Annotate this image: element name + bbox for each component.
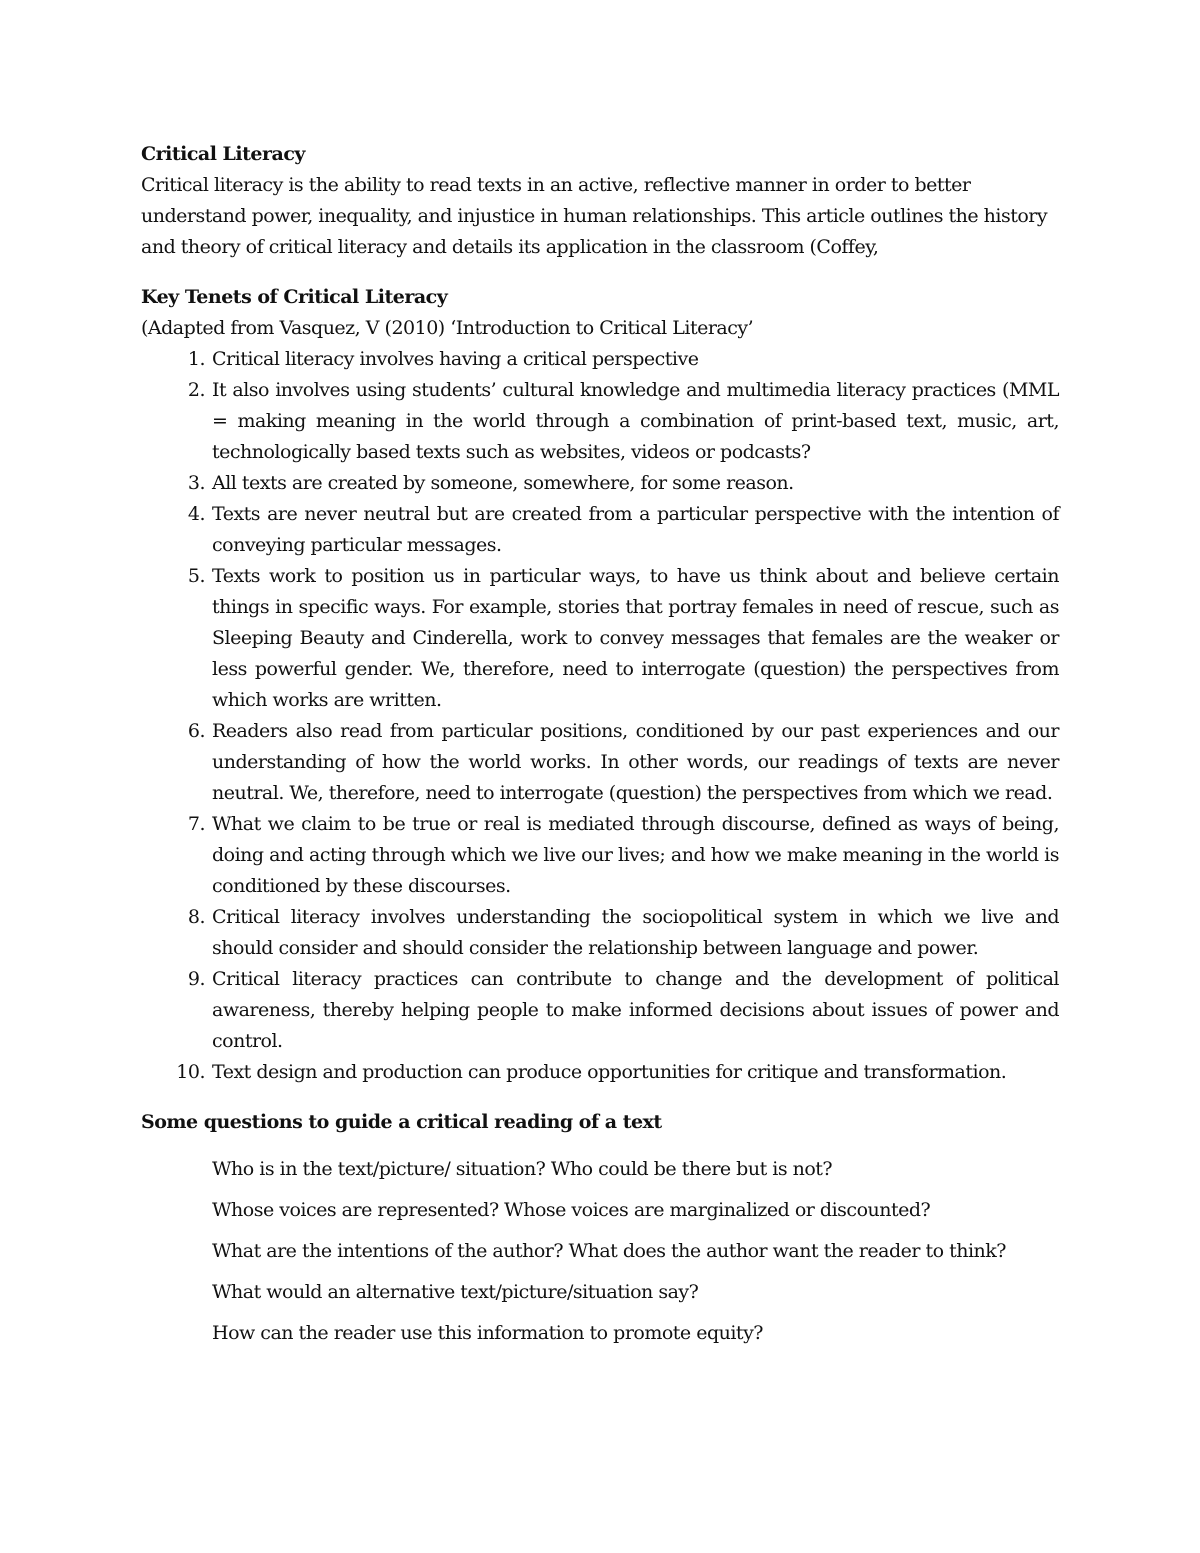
questions-list [141, 1154, 1059, 1349]
tenet-item [141, 499, 1059, 561]
question-item: Who is in the text/picture/ situation? Who could be there but is not? [212, 1158, 833, 1180]
tenet-item [141, 468, 1059, 499]
tenet-number: 5. [187, 565, 205, 587]
question-item: What are the intentions of the author? What does the author want the reader to think? [212, 1240, 1006, 1262]
tenet-item [141, 809, 1059, 902]
tenet-text: Critical literacy involves understanding the sociopolitical system in which we live and should consider and should consider the relationship between language and power. [212, 906, 1059, 959]
tenet-number: 3. [187, 472, 205, 494]
questions-heading: Some questions to guide a critical reading of a text [141, 1111, 662, 1133]
tenet-text: What we claim to be true or real is mediated through discourse, defined as ways of being, doing and acting through which we live our lives; and how we make meaning in the world is conditioned by these discourses. [212, 813, 1059, 897]
tenet-item [141, 561, 1059, 716]
tenet-number: 2. [187, 379, 205, 401]
tenet-number: 9. [187, 968, 205, 990]
tenet-item [141, 1057, 1059, 1088]
tenet-text: All texts are created by someone, somewhere, for some reason. [212, 472, 794, 494]
tenet-number: 6. [187, 720, 205, 742]
question-item: What would an alternative text/picture/situation say? [212, 1281, 699, 1303]
document-body [141, 139, 1059, 1359]
tenet-item [141, 716, 1059, 809]
tenet-text: Texts work to position us in particular ways, to have us think about and believe certain things in specific ways. For example, stories that portray females in need of rescue, such as Sleeping Beauty and Cinderella, work to convey messages that females are the weaker or less powerful gender. We, therefore, need to interrogate (question) the perspectives from which works are written. [212, 565, 1059, 711]
tenet-item [141, 375, 1059, 468]
document-title: Critical Literacy [141, 143, 305, 165]
tenet-number: 7. [187, 813, 205, 835]
tenet-number: 10. [176, 1061, 205, 1083]
tenets-list [141, 344, 1059, 1088]
tenet-text: Critical literacy practices can contribute to change and the development of political awareness, thereby helping people to make informed decisions about issues of power and control. [212, 968, 1059, 1052]
tenet-item [141, 344, 1059, 375]
tenet-text: Texts are never neutral but are created from a particular perspective with the intention of conveying particular messages. [212, 503, 1059, 556]
tenet-text: Critical literacy involves having a critical perspective [212, 348, 699, 370]
tenet-number: 4. [187, 503, 205, 525]
tenet-text: Text design and production can produce opportunities for critique and transformation. [212, 1061, 1007, 1083]
intro-paragraph: Critical literacy is the ability to read texts in an active, reflective manner in order to better understand power, inequality, and injustice in human relationships. This article outlines the history and theory of critical literacy and details its application in the classroom (Coffey, [141, 174, 1048, 258]
tenet-text: It also involves using students’ cultural knowledge and multimedia literacy practices (MML = making meaning in the world through a combination of print-based text, music, art, technologically based texts such as websites, videos or podcasts? [212, 379, 1059, 463]
tenet-text: Readers also read from particular positions, conditioned by our past experiences and our understanding of how the world works. In other words, our readings of texts are never neutral. We, therefore, need to interrogate (question) the perspectives from which we read. [212, 720, 1059, 804]
question-item: How can the reader use this information to promote equity? [212, 1322, 763, 1344]
tenet-item [141, 902, 1059, 964]
tenet-item [141, 964, 1059, 1057]
tenets-heading: Key Tenets of Critical Literacy [141, 286, 448, 308]
tenet-number: 8. [187, 906, 205, 928]
question-item: Whose voices are represented? Whose voices are marginalized or discounted? [212, 1199, 931, 1221]
tenet-number: 1. [187, 348, 205, 370]
tenets-source: (Adapted from Vasquez, V (2010) ‘Introduction to Critical Literacy’ [141, 317, 754, 339]
